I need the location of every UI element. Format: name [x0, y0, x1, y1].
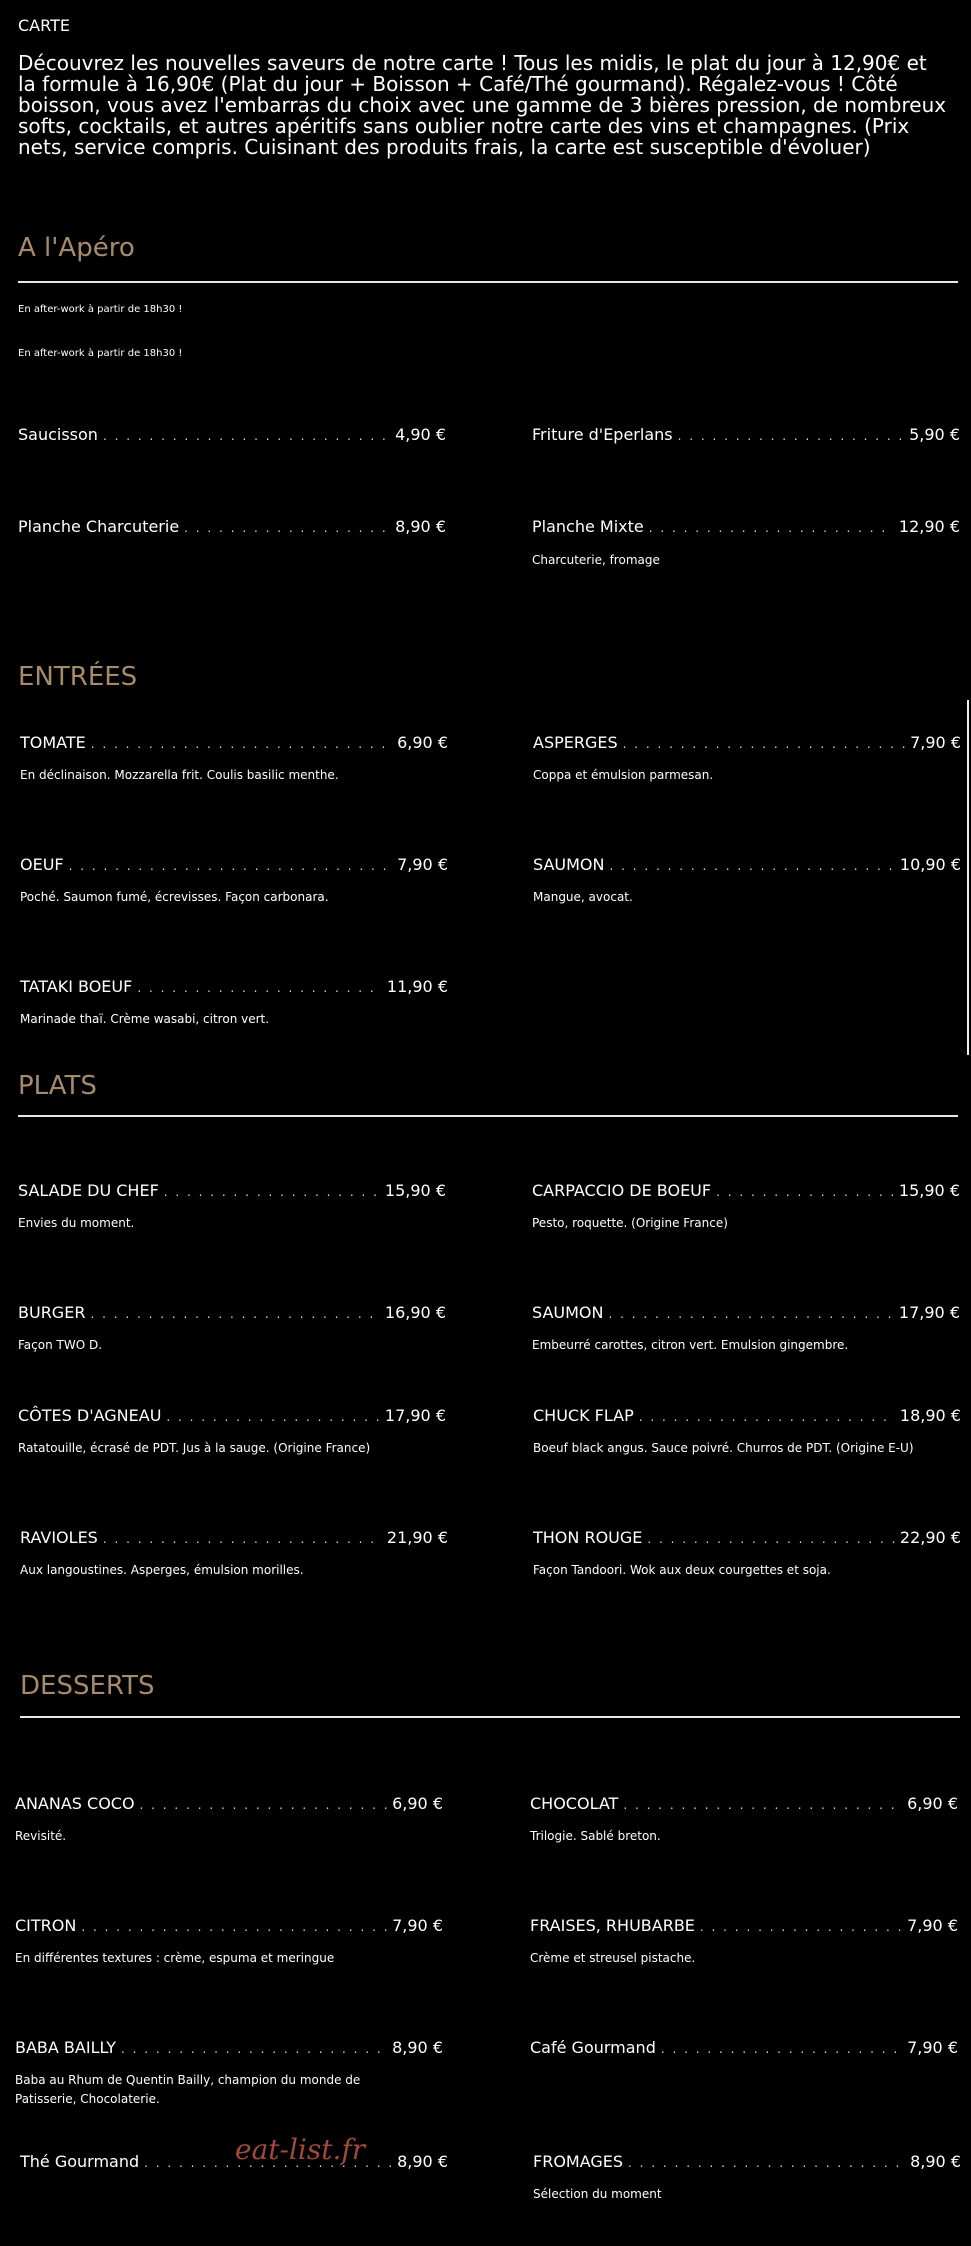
- menu-item: [20, 855, 448, 874]
- menu-item-price: 4,90 €: [395, 425, 446, 444]
- section-divider: [18, 1115, 958, 1117]
- menu-item-desc: Façon TWO D.: [18, 1338, 103, 1352]
- menu-item: [532, 517, 960, 536]
- dot-leader: [716, 1185, 894, 1199]
- menu-item-name: Saucisson: [18, 425, 98, 444]
- menu-item-name: BABA BAILLY: [15, 2038, 117, 2057]
- menu-item-price: 17,90 €: [384, 1406, 446, 1425]
- dot-leader: [137, 981, 382, 995]
- menu-item-desc: Boeuf black angus. Sauce poivré. Churros de PDT. (Origine E-U): [533, 1441, 914, 1455]
- menu-item: [532, 1303, 960, 1322]
- dot-leader: [623, 1798, 902, 1812]
- section-divider: [18, 281, 958, 283]
- section-title-desserts: DESSERTS: [20, 1671, 155, 1701]
- apero-note: En after-work à partir de 18h30 !: [18, 348, 183, 359]
- menu-item-name: CÔTES D'AGNEAU: [18, 1406, 162, 1425]
- menu-item: [18, 1181, 446, 1200]
- dot-leader: [103, 429, 390, 443]
- dot-leader: [649, 521, 894, 535]
- menu-item-desc: Embeurré carottes, citron vert. Emulsion gingembre.: [532, 1338, 849, 1352]
- dot-leader: [623, 737, 905, 751]
- dot-leader: [90, 1307, 379, 1321]
- menu-item-name: SALADE DU CHEF: [18, 1181, 159, 1200]
- menu-item-price: 7,90 €: [907, 2038, 958, 2057]
- intro-text: Découvrez les nouvelles saveurs de notre carte ! Tous les midis, le plat du jour à 12,90€ et la formule à 16,90€ (Plat du jour + Boisson + Café/Thé gourmand). Régalez-vous ! Côté boisson, vous avez l'embarras du choix avec une gamme de 3 bières pression, de nombreux softs, cocktails, et autres apéritifs sans oublier notre carte des vins et champagnes. (Prix nets, service compris. Cuisinant des produits frais, la carte est susceptible d'évoluer): [18, 51, 947, 159]
- menu-item-name: OEUF: [20, 855, 64, 874]
- edge-line: [967, 700, 969, 1055]
- menu-item-desc: Coppa et émulsion parmesan.: [533, 768, 714, 782]
- page-title: CARTE: [18, 16, 70, 35]
- dot-leader: [166, 1410, 380, 1424]
- dot-leader: [661, 2042, 902, 2056]
- dot-leader: [639, 1410, 895, 1424]
- menu-item-name: CHUCK FLAP: [533, 1406, 634, 1425]
- dot-leader: [608, 1307, 893, 1321]
- menu-item-price: 18,90 €: [899, 1406, 961, 1425]
- section-title-apero: A l'Apéro: [18, 233, 135, 263]
- menu-item-price: 8,90 €: [395, 517, 446, 536]
- menu-item-desc: Façon Tandoori. Wok aux deux courgettes et soja.: [533, 1563, 831, 1577]
- menu-item: [533, 1406, 961, 1425]
- menu-item-name: RAVIOLES: [20, 1528, 98, 1547]
- menu-item-desc: Sélection du moment: [533, 2187, 662, 2201]
- section-title-plats: PLATS: [18, 1071, 97, 1101]
- menu-item: [20, 2152, 448, 2171]
- menu-item-price: 6,90 €: [397, 733, 448, 752]
- menu-item-name: THON ROUGE: [533, 1528, 643, 1547]
- menu-item-desc: Crème et streusel pistache.: [530, 1951, 696, 1965]
- dot-leader: [81, 1920, 387, 1934]
- menu-item: [18, 1303, 446, 1322]
- dot-leader: [609, 859, 894, 873]
- menu-item-name: Planche Charcuterie: [18, 517, 180, 536]
- menu-item-price: 7,90 €: [392, 1916, 443, 1935]
- menu-item-name: SAUMON: [533, 855, 605, 874]
- dot-leader: [628, 2156, 905, 2170]
- menu-item-desc: Envies du moment.: [18, 1216, 135, 1230]
- menu-item-price: 8,90 €: [910, 2152, 961, 2171]
- menu-item: [533, 855, 961, 874]
- menu-item: [532, 1181, 960, 1200]
- menu-item-price: 15,90 €: [384, 1181, 446, 1200]
- menu-item-desc: En déclinaison. Mozzarella frit. Coulis basilic menthe.: [20, 768, 339, 782]
- dot-leader: [121, 2042, 387, 2056]
- menu-item-desc: Baba au Rhum de Quentin Bailly, champion du monde de Patisserie, Chocolaterie.: [15, 2073, 361, 2106]
- menu-item-price: 22,90 €: [899, 1528, 961, 1547]
- menu-item: [20, 1528, 448, 1547]
- menu-item-price: 6,90 €: [392, 1794, 443, 1813]
- menu-item-name: Thé Gourmand: [20, 2152, 140, 2171]
- dot-leader: [678, 429, 905, 443]
- dot-leader: [69, 859, 392, 873]
- menu-item-name: Friture d'Eperlans: [532, 425, 673, 444]
- dot-leader: [91, 737, 392, 751]
- apero-note: En after-work à partir de 18h30 !: [18, 304, 183, 315]
- menu-item-name: CARPACCIO DE BOEUF: [532, 1181, 712, 1200]
- dot-leader: [140, 1798, 388, 1812]
- menu-item-price: 17,90 €: [898, 1303, 960, 1322]
- menu-item: [15, 1916, 443, 1935]
- menu-item-price: 7,90 €: [910, 733, 961, 752]
- menu-item-desc: Pesto, roquette. (Origine France): [532, 1216, 728, 1230]
- menu-item: [533, 733, 961, 752]
- dot-leader: [184, 521, 390, 535]
- menu-item: [532, 425, 960, 444]
- menu-item-desc: Trilogie. Sablé breton.: [530, 1829, 661, 1843]
- menu-item-price: 8,90 €: [392, 2038, 443, 2057]
- menu-item-name: Planche Mixte: [532, 517, 644, 536]
- menu-item-price: 5,90 €: [909, 425, 960, 444]
- dot-leader: [647, 1532, 895, 1546]
- menu-item-name: SAUMON: [532, 1303, 604, 1322]
- menu-item-desc: Marinade thaï. Crème wasabi, citron vert.: [20, 1012, 270, 1026]
- menu-item-price: 6,90 €: [907, 1794, 958, 1813]
- menu-item-name: BURGER: [18, 1303, 86, 1322]
- menu-item-price: 7,90 €: [397, 855, 448, 874]
- menu-item-name: FROMAGES: [533, 2152, 624, 2171]
- menu-item-price: 8,90 €: [397, 2152, 448, 2171]
- menu-item-name: Café Gourmand: [530, 2038, 656, 2057]
- menu-item: [533, 1528, 961, 1547]
- menu-item-name: FRAISES, RHUBARBE: [530, 1916, 695, 1935]
- menu-item-price: 10,90 €: [899, 855, 961, 874]
- menu-item: [15, 1794, 443, 1813]
- menu-item-desc: Charcuterie, fromage: [532, 553, 660, 567]
- menu-item-desc: Poché. Saumon fumé, écrevisses. Façon carbonara.: [20, 890, 329, 904]
- menu-item: [530, 2038, 958, 2057]
- menu-item: [15, 2038, 443, 2057]
- menu-item-name: CHOCOLAT: [530, 1794, 619, 1813]
- dot-leader: [103, 1532, 382, 1546]
- menu-item: [533, 2152, 961, 2171]
- menu-item-name: TATAKI BOEUF: [20, 977, 133, 996]
- menu-item-name: ANANAS COCO: [15, 1794, 135, 1813]
- menu-item-desc: Ratatouille, écrasé de PDT. Jus à la sauge. (Origine France): [18, 1441, 371, 1455]
- menu-item: [530, 1794, 958, 1813]
- menu-item-price: 16,90 €: [384, 1303, 446, 1322]
- menu-item-price: 21,90 €: [386, 1528, 448, 1547]
- menu-item-desc: Revisité.: [15, 1829, 67, 1843]
- section-title-entrees: ENTRÉES: [18, 662, 138, 692]
- menu-item-price: 11,90 €: [386, 977, 448, 996]
- menu-item-name: CITRON: [15, 1916, 77, 1935]
- menu-item-name: TOMATE: [20, 733, 86, 752]
- menu-item-name: ASPERGES: [533, 733, 618, 752]
- menu-item: [18, 425, 446, 444]
- dot-leader: [164, 1185, 380, 1199]
- menu-item-desc: Mangue, avocat.: [533, 890, 633, 904]
- menu-item-desc: En différentes textures : crème, espuma et meringue: [15, 1951, 335, 1965]
- menu-item-price: 15,90 €: [898, 1181, 960, 1200]
- menu-item: [18, 1406, 446, 1425]
- watermark: eat-list.fr: [235, 2133, 366, 2166]
- menu-item: [20, 733, 448, 752]
- menu-item: [530, 1916, 958, 1935]
- menu-item: [18, 517, 446, 536]
- dot-leader: [700, 1920, 902, 1934]
- menu-item: [20, 977, 448, 996]
- section-divider: [20, 1716, 960, 1718]
- menu-item-desc: Aux langoustines. Asperges, émulsion morilles.: [20, 1563, 304, 1577]
- menu-item-price: 7,90 €: [907, 1916, 958, 1935]
- menu-item-price: 12,90 €: [898, 517, 960, 536]
